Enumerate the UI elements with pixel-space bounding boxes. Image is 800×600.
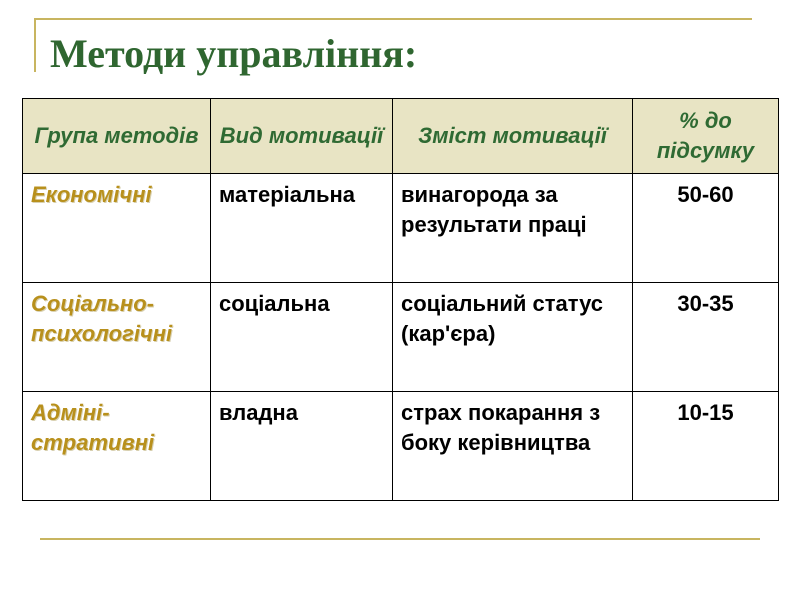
table-row — [23, 174, 779, 283]
group-cell: Соціально-психологічні — [23, 283, 211, 392]
header-content: Зміст мотивації — [393, 99, 633, 174]
decorative-top-line — [34, 18, 752, 20]
decorative-vertical-line — [34, 18, 36, 72]
table-row — [23, 392, 779, 501]
percent-cell: 10-15 — [633, 392, 779, 501]
kind-cell: владна — [211, 392, 393, 501]
content-cell: винагорода за результати праці — [393, 174, 633, 283]
header-kind: Вид мотивації — [211, 99, 393, 174]
content-cell: страх покарання з боку керівництва — [393, 392, 633, 501]
table-row — [23, 283, 779, 392]
header-group: Група методів — [23, 99, 211, 174]
slide-title: Методи управління: — [50, 31, 418, 76]
group-cell: Адміні-стративні — [23, 392, 211, 501]
group-cell: Економічні — [23, 174, 211, 283]
percent-cell: 50-60 — [633, 174, 779, 283]
content-cell: соціальний статус (кар'єра) — [393, 283, 633, 392]
decorative-bottom-line — [40, 538, 760, 540]
kind-cell: матеріальна — [211, 174, 393, 283]
percent-cell: 30-35 — [633, 283, 779, 392]
kind-cell: соціальна — [211, 283, 393, 392]
table-header-row — [23, 99, 779, 174]
methods-table — [22, 98, 779, 501]
header-percent: % до підсумку — [633, 99, 779, 174]
